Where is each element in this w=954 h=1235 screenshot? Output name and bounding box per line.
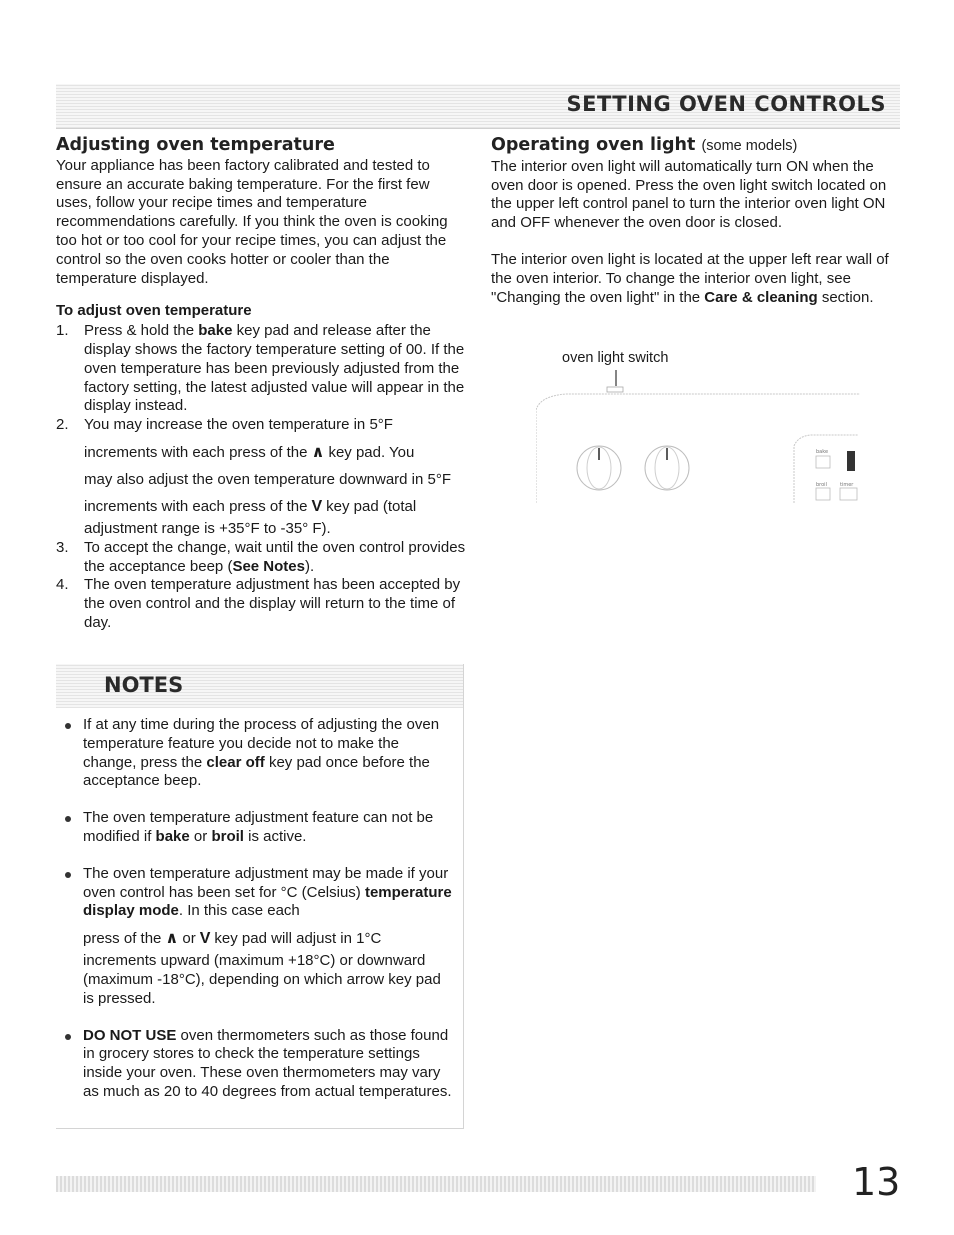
adjust-steps-list	[56, 322, 466, 633]
bullet-icon	[65, 872, 71, 878]
left-column	[56, 136, 466, 633]
bullet-icon	[65, 1034, 71, 1040]
adjust-temp-heading: Adjusting oven temperature	[56, 135, 335, 155]
bake-key-label: bake	[816, 449, 829, 455]
step-4: 4. The oven temperature adjustment has been accepted by the oven control and the display will return to the time of day.	[56, 576, 461, 631]
right-column	[491, 136, 903, 307]
section-banner	[56, 84, 900, 129]
clear-off-key-ref: clear off	[206, 753, 265, 771]
temp-display-mode-ref: temperature display mode	[83, 883, 452, 920]
notes-box	[56, 664, 464, 1129]
timer-key-label: timer	[840, 482, 854, 488]
oven-light-switch-label: oven light switch	[562, 350, 669, 366]
step-number: 4.	[56, 576, 69, 594]
step-number: 3.	[56, 538, 69, 556]
note-item: The oven temperature adjustment feature can not be modified if bake or broil is active.	[56, 809, 463, 847]
notes-list	[56, 716, 463, 1102]
oven-knob-icon	[577, 446, 621, 490]
step-number: 1.	[56, 322, 69, 340]
bullet-icon	[65, 816, 71, 822]
broil-key-ref: broil	[211, 827, 244, 845]
bake-key-ref: bake	[198, 322, 233, 340]
control-panel-figure	[536, 348, 866, 508]
step-1: 1. Press & hold the bake key pad and release after the display shows the factory temperature setting of 00. If the oven temperature has been previously adjusted from the factory setting, the latest adjusted value will appear in the display instead.	[56, 322, 465, 415]
up-arrow-icon: ∧	[165, 930, 179, 948]
note-item: If at any time during the process of adjusting the oven temperature feature you decide not to make the change, press the clear off key pad once before the acceptance beep.	[56, 716, 463, 791]
page-number: 13	[852, 1160, 901, 1204]
adjust-steps-subheading: To adjust oven temperature	[56, 302, 252, 320]
oven-light-p1: The interior oven light will automatically turn ON when the oven door is opened. Press the oven light switch located on the upper left control panel to turn the interior oven light ON and OFF whenever the oven door is closed.	[491, 157, 887, 232]
step-3: 3. To accept the change, wait until the oven control provides the acceptance beep (See Notes).	[56, 538, 466, 575]
step-2: 2. You may increase the oven temperature in 5°F increments with each press of the ∧ key pad. You may also adjust the oven temperature downward in 5°F increments with each press of the V key pad (total adjustment range is +35°F to -35° F).	[56, 416, 452, 537]
down-arrow-icon: V	[199, 930, 211, 948]
care-cleaning-ref: Care & cleaning	[704, 288, 818, 306]
notes-header	[56, 664, 463, 708]
oven-knob-icon	[645, 446, 689, 490]
oven-light-p2: The interior oven light is located at the upper left rear wall of the oven interior. To change the interior oven light, see "Changing the oven light" in the Care & cleaning section.	[491, 250, 889, 306]
note-item: DO NOT USE oven thermometers such as those found in grocery stores to check the temperature settings inside your oven. These oven thermometers may vary as much as 20 to 40 degrees from actual temperatures.	[56, 1027, 463, 1102]
oven-light-heading: Operating oven light (some models)	[491, 135, 798, 155]
section-title: SETTING OVEN CONTROLS	[566, 92, 886, 116]
oven-light-heading-note: (some models)	[701, 138, 798, 154]
bullet-icon	[65, 723, 71, 729]
control-panel-illustration	[536, 348, 866, 508]
footer-band	[56, 1176, 816, 1192]
down-arrow-icon: V	[311, 497, 323, 515]
see-notes-ref: See Notes	[232, 557, 305, 575]
up-arrow-icon: ∧	[311, 443, 325, 461]
notes-title: NOTES	[104, 673, 184, 697]
bake-key-ref: bake	[155, 827, 190, 845]
broil-key-label: broil	[816, 482, 827, 488]
adjust-temp-intro: Your appliance has been factory calibrated and tested to ensure an accurate baking temperature. For the first few uses, follow your recipe times and temperature recommendations carefully. If you think the oven is cooking too hot or too cool for your recipe times, you can adjust the control so the oven cooks hotter or cooler than the temperature displayed.	[56, 156, 448, 287]
note-item: The oven temperature adjustment may be made if your oven control has been set for °C (Celsius) temperature display mode. In this case each press of the ∧ or V key pad will adjust in 1°C increments upward (maximum +18°C) or downward (maximum -18°C), depending on which arrow key pad is pressed.	[56, 865, 463, 1009]
do-not-use-warning: DO NOT USE	[83, 1026, 177, 1044]
step-number: 2.	[56, 416, 69, 434]
